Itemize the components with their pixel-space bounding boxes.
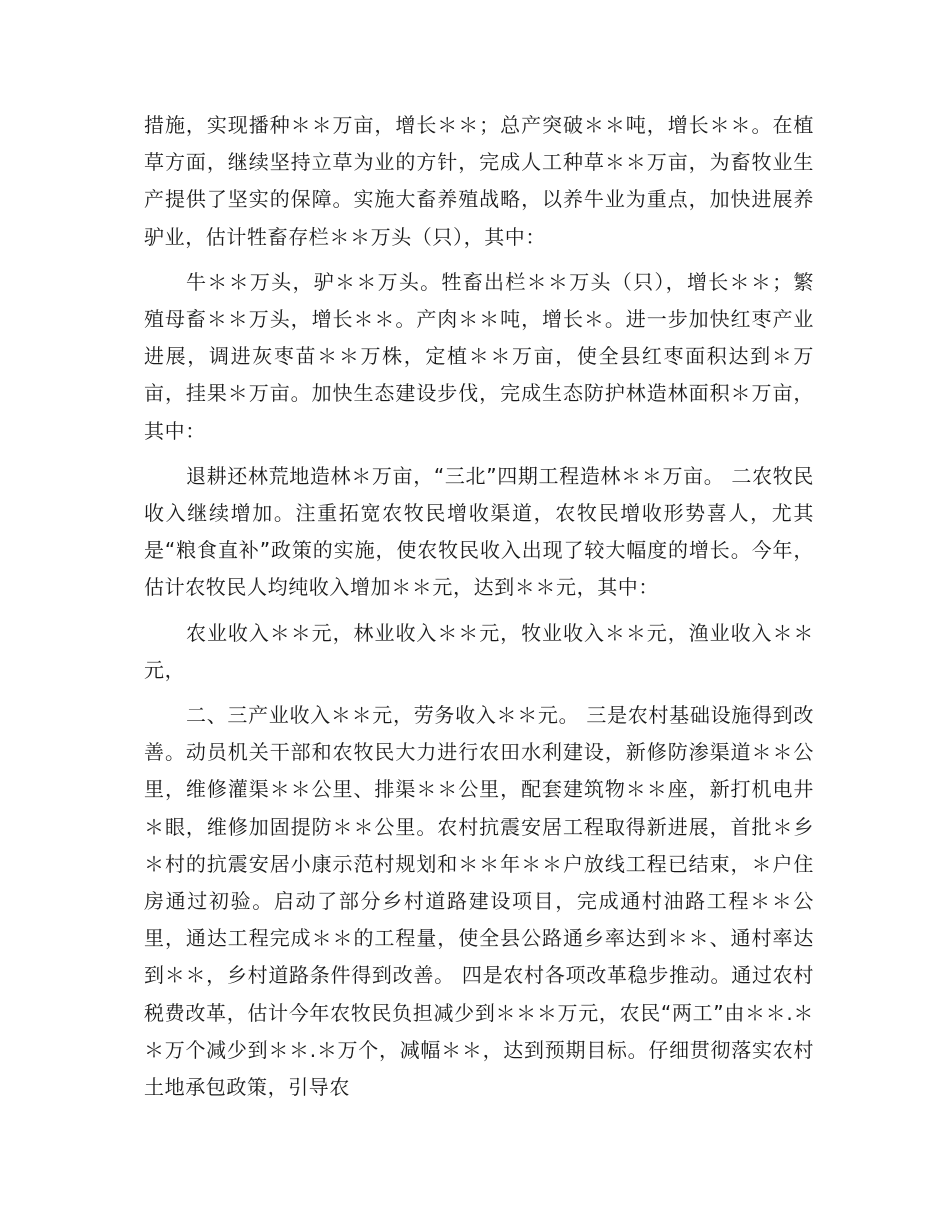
paragraph-1: 措施，实现播种＊＊万亩，增长＊＊；总产突破＊＊吨，增长＊＊。在植草方面，继续坚持立草为业的方针，完成人工种草＊＊万亩，为畜牧业生产提供了坚实的保障。实施大畜养殖战略，以养牛业为重点，加快进展养驴业，估计牲畜存栏＊＊万头（只），其中： (144, 113, 814, 249)
document-body (144, 107, 814, 1114)
paragraph-4: 农业收入＊＊元，林业收入＊＊元，牧业收入＊＊元，渔业收入＊＊元， (144, 620, 814, 682)
paragraph-3: 退耕还林荒地造林＊万亩，“三北”四期工程造林＊＊万亩。 二农牧民收入继续增加。注重拓宽农牧民增收渠道，农牧民增收形势喜人，尤其是“粮食直补”政策的实施，使农牧民收入出现了较大幅度的增长。今年，估计农牧民人均纯收入增加＊＊元，达到＊＊元，其中： (144, 463, 814, 600)
paragraph-2: 牛＊＊万头，驴＊＊万头。牲畜出栏＊＊万头（只），增长＊＊；繁殖母畜＊＊万头，增长＊＊。产肉＊＊吨，增长＊。进一步加快红枣产业进展，调进灰枣苗＊＊万株，定植＊＊万亩，使全县红枣面积达到＊万亩，挂果＊万亩。加快生态建设步伐，完成生态防护林造林面积＊万亩，其中： (144, 269, 814, 443)
paragraph-5: 二、三产业收入＊＊元，劳务收入＊＊元。 三是农村基础设施得到改善。动员机关干部和农牧民大力进行农田水利建设，新修防渗渠道＊＊公里，维修灌渠＊＊公里、排渠＊＊公里，配套建筑物＊＊座，新打机电井＊眼，维修加固提防＊＊公里。农村抗震安居工程取得新进展，首批＊乡＊村的抗震安居小康示范村规划和＊＊年＊＊户放线工程已结束，＊户住房通过初验。启动了部分乡村道路建设项目，完成通村油路工程＊＊公里，通达工程完成＊＊的工程量，使全县公路通乡率达到＊＊、通村率达到＊＊，乡村道路条件得到改善。 四是农村各项改革稳步推动。通过农村税费改革，估计今年农牧民负担减少到＊＊＊万元，农民“两工”由＊＊.＊＊万个减少到＊＊.＊万个，减幅＊＊，达到预期目标。仔细贯彻落实农村土地承包政策，引导农 (144, 703, 814, 1100)
